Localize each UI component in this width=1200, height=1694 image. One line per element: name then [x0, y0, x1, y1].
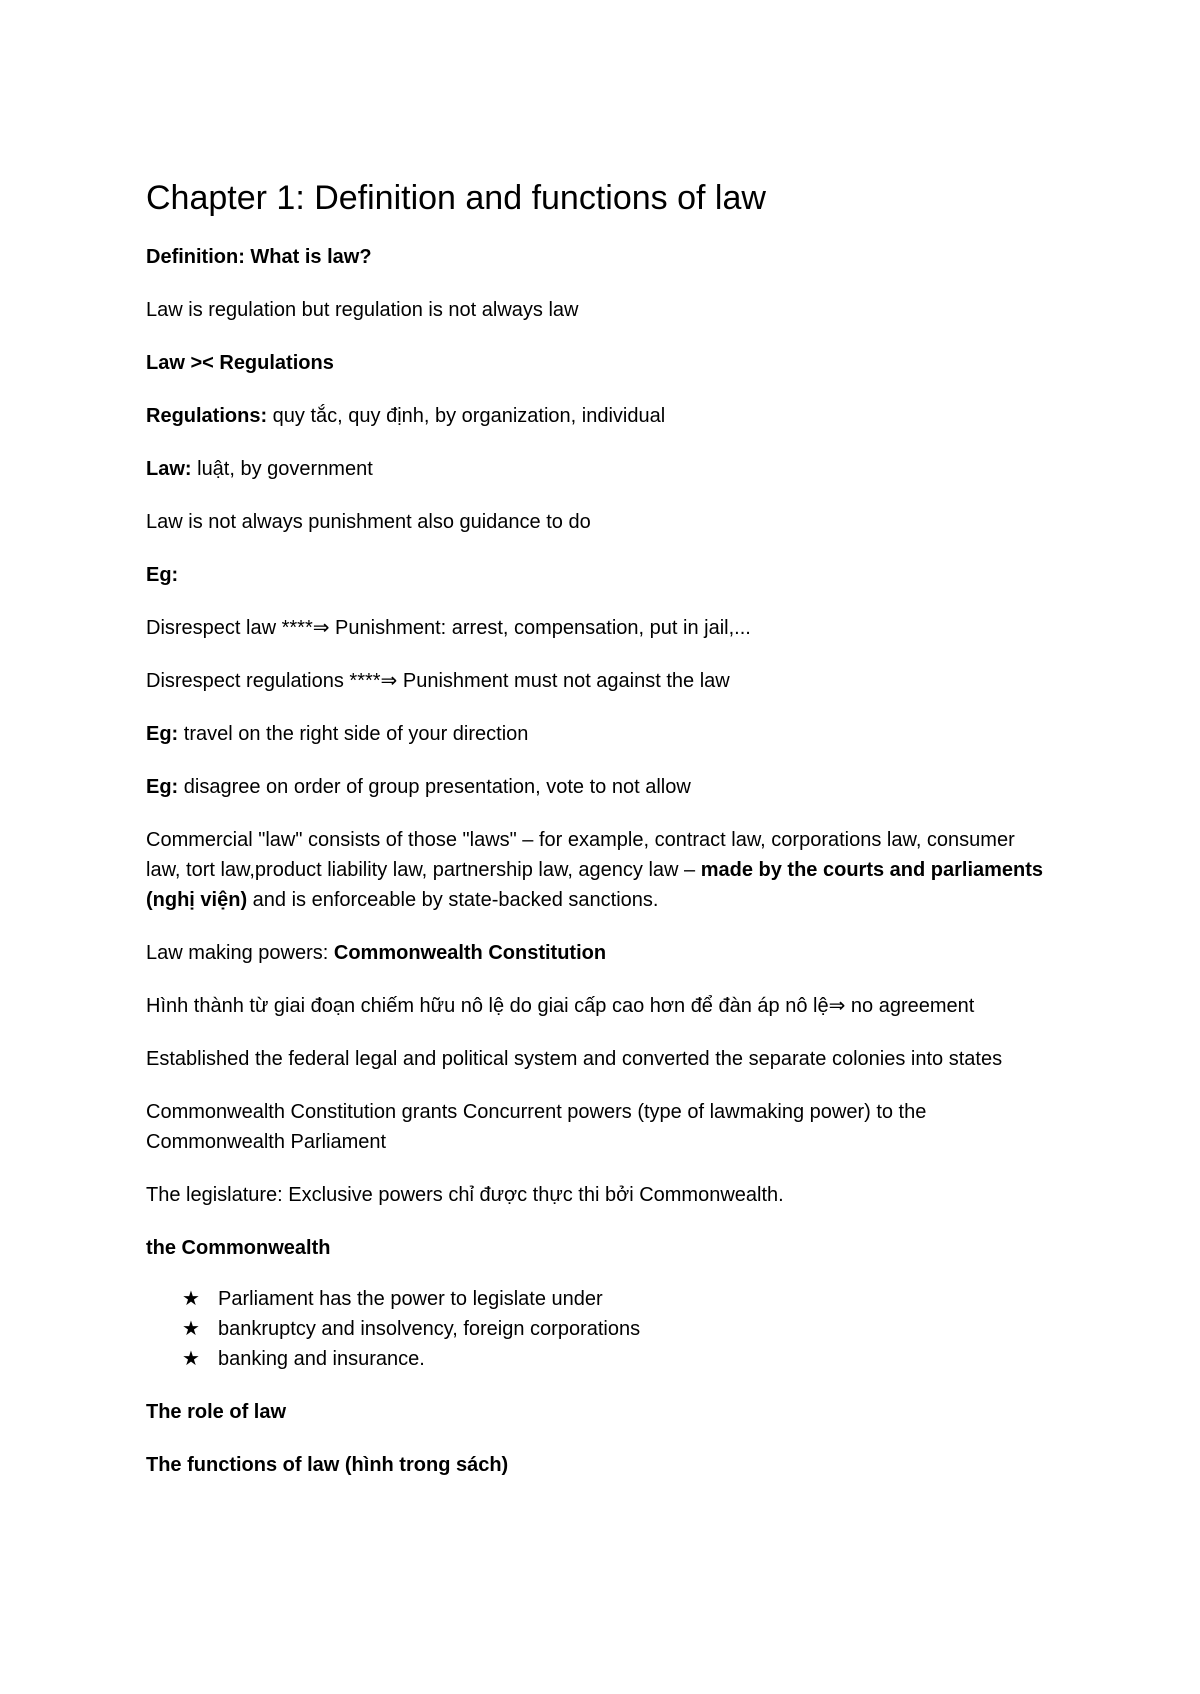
role-of-law-heading: The role of law	[146, 1401, 287, 1423]
eg-travel-text: travel on the right side of your direction	[178, 723, 529, 745]
regulations-text: quy tắc, quy định, by organization, individual	[267, 405, 666, 427]
star-icon: ★	[182, 1348, 200, 1370]
list-item-text: banking and insurance.	[218, 1348, 425, 1370]
commercial-law-text: Commercial "law" consists of those "laws" – for example, contract law, corporations law, consumer law, tort law,product liability law, partnership law, agency law –	[146, 829, 1015, 881]
commonwealth-list	[146, 1284, 1046, 1374]
star-icon: ★	[182, 1288, 200, 1310]
functions-of-law-heading: The functions of law (hình trong sách)	[146, 1454, 509, 1476]
eg-label: Eg:	[146, 776, 179, 798]
regulations-label: Regulations:	[146, 405, 268, 427]
paragraph-commercial-law	[146, 825, 1046, 915]
list-item	[182, 1314, 1046, 1344]
list-item	[182, 1284, 1046, 1314]
law-label: Law:	[146, 458, 192, 480]
paragraph-punishment-guidance: Law is not always punishment also guidance to do	[146, 511, 591, 533]
list-item-text: Parliament has the power to legislate under	[218, 1288, 603, 1310]
paragraph-law-regulation: Law is regulation but regulation is not always law	[146, 299, 579, 321]
paragraph-disrespect-law: Disrespect law ****⇒ Punishment: arrest, compensation, put in jail,...	[146, 617, 751, 639]
commercial-law-end: and is enforceable by state-backed sanctions.	[247, 889, 659, 911]
paragraph-regulations	[146, 401, 1046, 431]
eg-heading: Eg:	[146, 564, 179, 586]
paragraph-legislature: The legislature: Exclusive powers chỉ được thực thi bởi Commonwealth.	[146, 1184, 784, 1206]
paragraph-formation: Hình thành từ giai đoạn chiếm hữu nô lệ do giai cấp cao hơn để đàn áp nô lệ⇒ no agreement	[146, 995, 975, 1017]
commonwealth-constitution: Commonwealth Constitution	[333, 942, 607, 964]
commercial-law-bold: made by the courts and parliaments (nghị viện)	[146, 859, 1044, 911]
document-page	[146, 178, 1046, 1503]
paragraph-concurrent-powers: Commonwealth Constitution grants Concurrent powers (type of lawmaking power) to the Commonwealth Parliament	[146, 1101, 927, 1153]
law-making-label: Law making powers:	[146, 942, 334, 964]
paragraph-disrespect-regulations: Disrespect regulations ****⇒ Punishment must not against the law	[146, 670, 730, 692]
paragraph-law	[146, 454, 1046, 484]
paragraph-law-making-powers	[146, 938, 1046, 968]
commonwealth-heading: the Commonwealth	[146, 1237, 331, 1259]
definition-heading: Definition: What is law?	[146, 246, 372, 268]
paragraph-federal-system: Established the federal legal and political system and converted the separate colonies into states	[146, 1048, 1003, 1070]
eg-disagree-text: disagree on order of group presentation, vote to not allow	[178, 776, 691, 798]
paragraph-eg-travel	[146, 719, 1046, 749]
list-item-text: bankruptcy and insolvency, foreign corporations	[218, 1318, 641, 1340]
law-vs-regulations-heading: Law >< Regulations	[146, 352, 334, 374]
law-text: luật, by government	[191, 458, 373, 480]
star-icon: ★	[182, 1318, 200, 1340]
paragraph-eg-disagree	[146, 772, 1046, 802]
eg-label: Eg:	[146, 723, 179, 745]
list-item	[182, 1344, 1046, 1374]
chapter-title: Chapter 1: Definition and functions of law	[146, 179, 766, 217]
